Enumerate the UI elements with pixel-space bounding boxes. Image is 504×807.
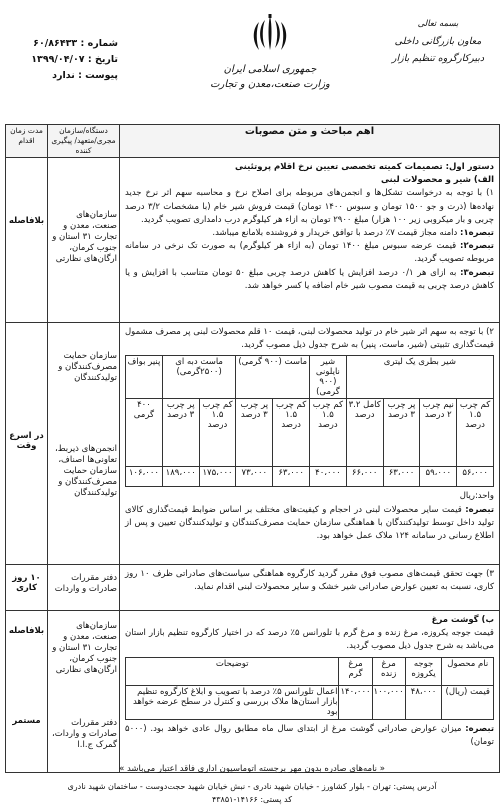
header-org: دستگاه/سازمان مجری/متعهد/ پیگیری کننده (48, 125, 120, 158)
section-3-time: ۱۰ روز کاری (6, 565, 48, 611)
note-2: تبصره۲: قیمت عرضه سبوس مبلغ ۱۴۰۰ تومان (به ازاء هر کیلوگرم) به صورت تک نرخی در سامانه مربوطه تصویب گردید. (125, 241, 494, 265)
postal-address: آدرس پستی: تهران - بلوار کشاورز - خیابان شهید نادری - نبش خیابان شهید حجت‌دوست - ساختمان شهید نادری (67, 782, 437, 791)
column-header: جوجه یکروزه (405, 657, 442, 685)
price-cell: ۶۳،۰۰۰ (273, 467, 310, 487)
paragraph-2: ۲) با توجه به سهم اثر شیر خام در تولید محصولات لبنی، قیمت ۱۰ قلم محصولات لبنی پر مصرف مشمول قیمت‌گذاری تثبیتی (شیر، ماست، پنیر) به شرح جدول ذیل مصوب گردید. (125, 327, 494, 351)
unit-label: واحد:ریال (459, 491, 494, 502)
column-header: مرغ گرم (339, 657, 372, 685)
table-row (6, 158, 500, 323)
letter-attachment: پیوست : ندارد (52, 70, 118, 81)
chicken-price-table (125, 657, 494, 720)
letter-date: تاریخ : ۱۳۹۹/۰۴/۰۷ (31, 54, 118, 65)
section-2-org-b: انجمن‌های ذیربط، تعاونی‌ها اصناف، سازمان حمایت مصرف‌کنندگان و تولیدکنندگان (54, 444, 117, 498)
section-4-time-a: بلافاصله (8, 626, 45, 636)
iran-emblem-icon (247, 12, 293, 56)
section-4-text (120, 611, 500, 773)
price-cell: ۱۰۶،۰۰۰ (126, 467, 163, 487)
column-header: توضیحات (126, 657, 339, 685)
dairy-subheading: الف) شیر و محصولات لبنی (380, 175, 494, 186)
section-2-text (120, 323, 500, 565)
letterhead (190, 12, 350, 90)
column-header: کم چرب ۱.۵ درصد (273, 399, 310, 467)
section-4-time (6, 611, 48, 773)
group-header: ماست (۹۰۰ گرمی) (236, 356, 310, 399)
column-header: نیم چرب ۲ درصد (420, 399, 457, 467)
letter-number: شماره : ۶۰/۸۶۴۳۳ (33, 38, 118, 49)
price-cell: ۴۸،۰۰۰ (405, 685, 442, 719)
column-header: پر چرب ۳ درصد (236, 399, 273, 467)
section-2-note: تبصره: قیمت سایر محصولات لبنی در احجام و کیفیت‌های مختلف بر اساس ضوابط قیمت‌گذاری کالای تولید داخل توسط تولیدکنندگان با هماهنگی سازمان حمایت مصرف‌کنندگان و تولیدکنندگان تعیین و پس از اطلاع رسانی در سامانه ۱۲۴ ملاک عمل خواهد بود. (125, 504, 495, 542)
agenda-heading: دستور اول: تصمیمات کمیته تخصصی تعیین نرخ اقلام پروتئینی (235, 162, 494, 172)
ministry-title: وزارت صنعت،معدن و تجارت (210, 79, 330, 90)
price-cell: ۵۹،۰۰۰ (420, 467, 457, 487)
column-header: پر چرب ۳ درصد (383, 399, 420, 467)
department-header (378, 16, 498, 67)
table-row (6, 611, 500, 773)
bismillah: بسمه تعالی (417, 19, 459, 29)
price-cell: ۶۶،۰۰۰ (346, 467, 383, 487)
column-header: مرغ زنده (372, 657, 405, 685)
letter-meta (8, 36, 118, 84)
validity-note: « نامه‌های صادره بدون مهر برجسته اتوماسیون اداری فاقد اعتبار می‌باشد » (119, 764, 385, 774)
section-2-time: در اسرع وقت (6, 323, 48, 565)
price-cell: ۱۰۰،۰۰۰ (372, 685, 405, 719)
section-4-org-a: سازمان‌های صنعت، معدن و تجارت ۳۱ استان و جنوب کرمان، ارگان‌های نظارتی (52, 621, 117, 675)
price-cell: ۱۴۰،۰۰۰ (339, 685, 372, 719)
section-3-org: دفتر مقررات صادرات و واردات (48, 565, 120, 611)
note-1: تبصره۱: دامنه مجاز قیمت ۷٪ درصد با توافق خریدار و فروشنده بلامانع میباشد. (212, 228, 494, 239)
paragraph-3: ۳) جهت تحقق قیمت‌های مصوب فوق مقرر گردید کارگروه هماهنگی سیاست‌های صادراتی ظرف ۱۰ روز کاری، نسبت به تعیین عوارض صادراتی شیر خشک و سایر محصولات لبنی اقدام نماید. (120, 565, 500, 611)
department-line-2: دبیرکارگروه تنظیم بازار (391, 53, 485, 64)
group-header: پنیر بواف (126, 356, 163, 399)
section-4-org-b: دفتر مقررات صادرات و واردات، گمرک ج.ا.ا (51, 718, 117, 750)
column-header: پر چرب ۳ درصد (162, 399, 199, 467)
header-title: اهم مباحث و متن مصوبات (120, 125, 500, 158)
column-header: نام محصول (442, 657, 494, 685)
section-4-note: تبصره: میزان عوارض صادراتی گوشت مرغ از ابتدای سال ماه مطابق روال عادی خواهد بود. (۵۰۰۰ تومان) (125, 723, 495, 747)
price-cell: ۱۸۹،۰۰۰ (162, 467, 199, 487)
table-row (6, 323, 500, 565)
header-time: مدت زمان اقدام (6, 125, 48, 158)
resolutions-table (5, 124, 500, 773)
group-header: شیر بطری یک لیتری (346, 356, 493, 399)
note-3: تبصره۳: به ازای هر ۰/۱ درصد افزایش یا کاهش درصد چربی مبلغ ۵۰ تومان متناسب با افزایش و یا کاهش درصد چربی به قیمت مصوب شیر خام اضافه یا کسر خواهد شد. (125, 267, 495, 291)
dairy-price-table (125, 355, 494, 487)
row-label: قیمت (ریال) (442, 685, 494, 719)
section-1-org: سازمان‌های صنعت، معدن و تجارت ۳۱ استان و جنوب کرمان، ارگان‌های نظارتی (48, 158, 120, 323)
republic-title: جمهوری اسلامی ایران (223, 64, 317, 75)
price-cell: ۷۳،۰۰۰ (236, 467, 273, 487)
section-2-org (48, 323, 120, 565)
column-header: ۴۰۰ گرمی (126, 399, 163, 467)
group-header: شیر نایلونی (۹۰۰ گرمی) (310, 356, 347, 399)
column-header: کم چرب ۱.۵ درصد (310, 399, 347, 467)
description-cell: اعمال تلورانس ۵٪ درصد با تصویب و ابلاغ کارگروه تنظیم بازار استان‌ها ملاک بررسی و کنترل در سطح عرضه خواهد بود (126, 685, 339, 719)
price-cell: ۶۳،۰۰۰ (383, 467, 420, 487)
chicken-paragraph: قیمت جوجه یکروزه، مرغ زنده و مرغ گرم با تلورانس ۵٪ درصد که در اختیار کارگروه تنظیم بازار استان می‌باشد به شرح جدول ذیل مصوب گردید. (125, 628, 494, 652)
price-cell: ۱۷۵،۰۰۰ (199, 467, 236, 487)
section-1-time: بلافاصله (6, 158, 48, 323)
department-line-1: معاون بازرگانی داخلی (394, 36, 482, 47)
chicken-subheading: ب) گوشت مرغ (431, 615, 494, 625)
table-row (6, 565, 500, 611)
paragraph-1: ۱) با توجه به درخواست تشکل‌ها و انجمن‌های مربوطه برای اصلاح نرخ و محاسبه سهم اثر نرخ جدید نهاده‌ها (ذرت و جو ۱۵۰۰ تومان و سبوس ۱۴۰۰ تومان) قیمت فروش شیر خام (با مشخصات ۳/۲ درصد چربی و بار میکروبی زیر ۱۰۰ هزار) مبلغ ۲۹۰۰ تومان به ازاء هر کیلوگرم درب دامداری تصویب گردید. (125, 188, 494, 225)
group-header: ماست دبه ای (۲۵۰۰گرمی) (162, 356, 236, 399)
column-header: کامل ۳.۲ درصد (346, 399, 383, 467)
column-header: کم چرب ۱.۵ درصد (199, 399, 236, 467)
section-4-time-b: مستمر (12, 716, 41, 726)
section-1-text (120, 158, 500, 323)
section-4-org (48, 611, 120, 773)
column-header: کم چرب ۱.۵ درصد (457, 399, 494, 467)
section-2-org-a: سازمان حمایت مصرف‌کنندگان و تولیدکنندگان (58, 351, 117, 383)
price-cell: ۵۶،۰۰۰ (457, 467, 494, 487)
postal-code: کد پستی: ۱۴۱۶۶-۴۳۸۵۱ (211, 795, 293, 804)
table-header-row (6, 125, 500, 158)
price-cell: ۴۰،۰۰۰ (310, 467, 347, 487)
